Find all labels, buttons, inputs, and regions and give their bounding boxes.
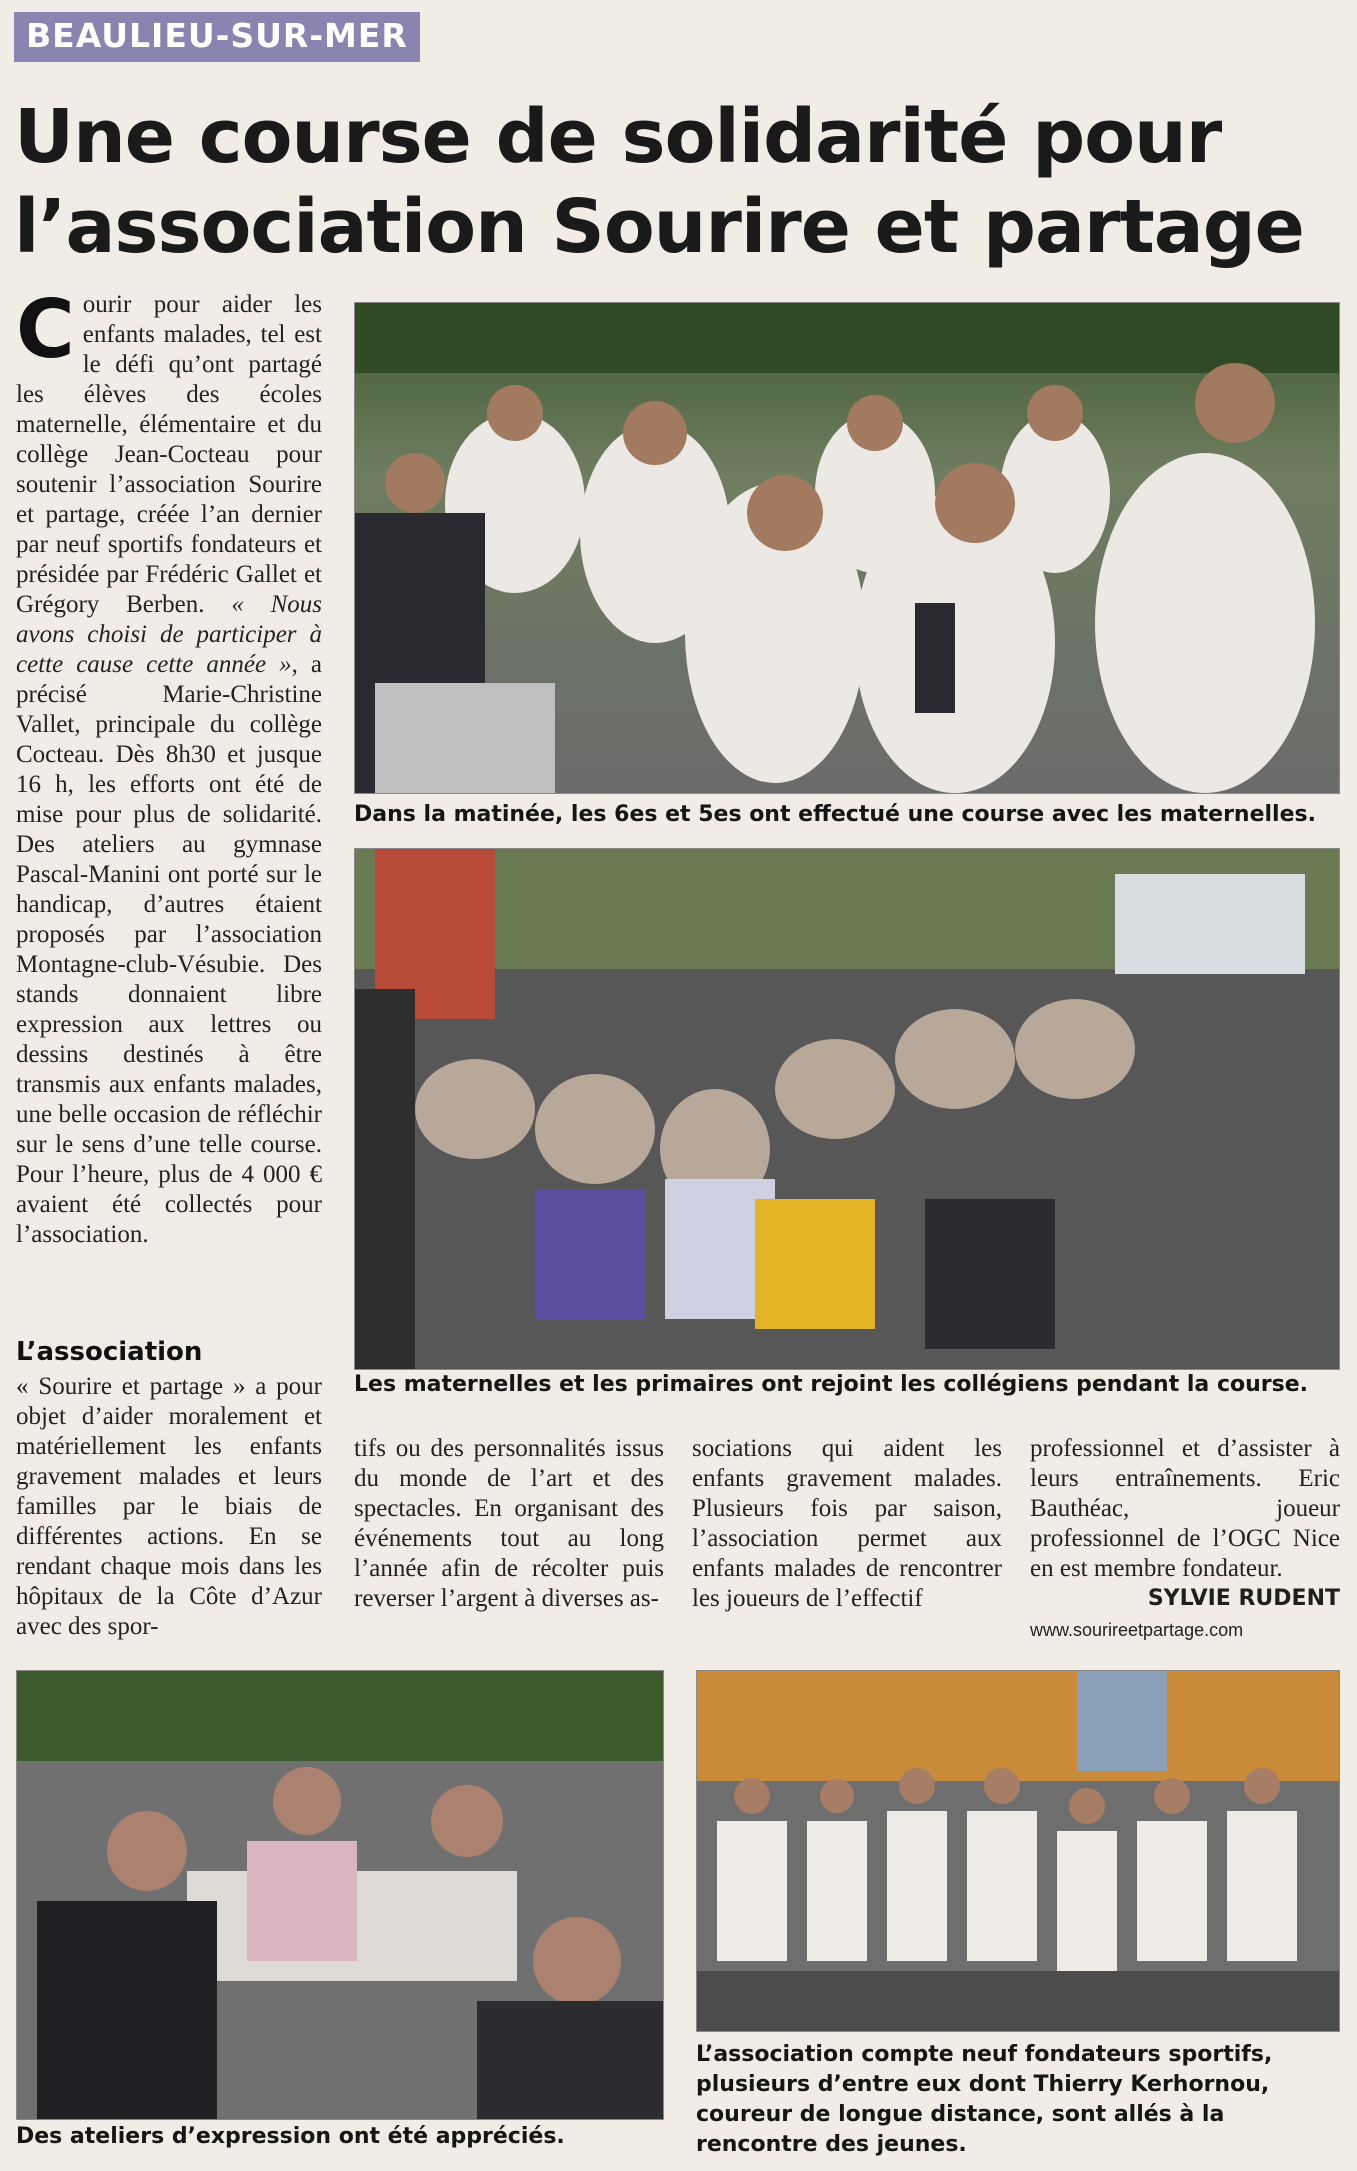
section-kicker: BEAULIEU-SUR-MER xyxy=(14,12,420,62)
subhead-association: L’association xyxy=(16,1337,203,1367)
photo-2-caption: Les maternelles et les primaires ont rejoint les collégiens pendant la course. xyxy=(354,1372,1308,1397)
photo-children-seated xyxy=(354,848,1340,1370)
photo-3-caption: Des ateliers d’expression ont été appréciés. xyxy=(16,2124,565,2149)
quote-text: « Nous avons choisi de participer à cette cause cette année » xyxy=(16,591,322,678)
assoc-column-2 xyxy=(354,1434,664,1614)
photo-children-seated-image xyxy=(355,849,1339,1369)
lead-column xyxy=(16,283,322,1250)
byline: SYLVIE RUDENT xyxy=(1147,1586,1340,1611)
photo-running-kids xyxy=(354,302,1340,794)
headline xyxy=(14,92,1344,272)
assoc-text-1: « Sourire et partage » a pour objet d’aider moralement et matériellement les enfants gravement malades et leurs familles par le biais de différentes actions. En se rendant chaque mois dans les hôpitaux de la Côte d’Azur avec des spor- xyxy=(16,1373,322,1640)
headline-line-1: Une course de solidarité pour xyxy=(14,94,1222,180)
headline-line-2: l’association Sourire et partage xyxy=(14,184,1304,270)
lead-paragraph xyxy=(16,283,322,1250)
assoc-text-3: sociations qui aident les enfants gravement malades. Plusieurs fois par saison, l’association permet aux enfants malades de rencontrer les joueurs de l’effectif xyxy=(692,1435,1002,1612)
assoc-text-4: professionnel et d’assister à leurs entraînements. Eric Bauthéac, joueur professionnel de l’OGC Nice en est membre fondateur. xyxy=(1030,1435,1340,1582)
photo-running-kids-image xyxy=(355,303,1339,793)
photo-workshop-tables-image xyxy=(17,1671,663,2119)
photo-group-founders xyxy=(696,1670,1340,2032)
website-link[interactable]: www.sourireetpartage.com xyxy=(1030,1620,1244,1640)
photo-workshop-tables xyxy=(16,1670,664,2120)
photo-1-caption: Dans la matinée, les 6es et 5es ont effectué une course avec les maternelles. xyxy=(354,802,1316,827)
photo-group-founders-image xyxy=(697,1671,1339,2031)
assoc-column-3 xyxy=(692,1434,1002,1614)
drop-cap: C xyxy=(16,283,75,376)
lead-text: ourir pour aider les enfants malades, tel est le défi qu’ont partagé les élèves des écoles maternelle, élémentaire et du collège Jean-Cocteau pour soutenir l’association Sourire et partage, créée l’an dernier par neuf sportifs fondateurs et présidée par Frédéric Gallet et Grégory Berben. xyxy=(16,291,322,618)
photo-4-caption: L’association compte neuf fondateurs sportifs, plusieurs d’entre eux dont Thierry Kerhornou, coureur de longue distance, sont allés à la rencontre des jeunes. xyxy=(696,2042,1273,2157)
assoc-text-2: tifs ou des personnalités issus du monde de l’art et des spectacles. En organisant des événements tout au long l’année afin de récolter puis reverser l’argent à diverses as- xyxy=(354,1435,664,1612)
assoc-column-1 xyxy=(16,1372,322,1642)
lead-text-continued: , a précisé Marie-Christine Vallet, principale du collège Cocteau. Dès 8h30 et jusque 16 h, les efforts ont été de mise pour plus de solidarité. Des ateliers au gymnase Pascal-Manini ont porté sur le handicap, d’autres étaient proposés par l’association Montagne-club-Vésubie. Des stands donnaient libre expression aux lettres ou dessins destinés à être transmis aux enfants malades, une belle occasion de réfléchir sur le sens d’une telle course. Pour l’heure, plus de 4 000 € avaient été collectés pour l’association. xyxy=(16,651,322,1248)
assoc-column-4 xyxy=(1030,1434,1340,1584)
